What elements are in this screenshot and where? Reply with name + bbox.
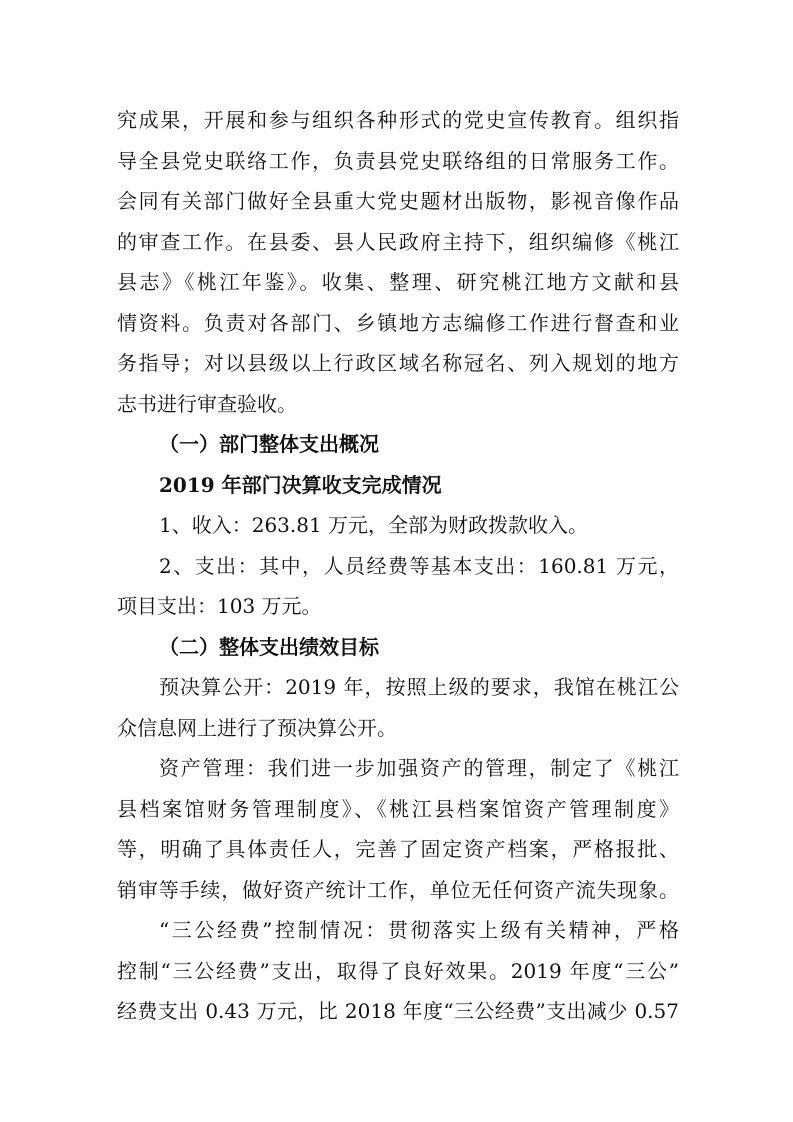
section-heading: （二）整体支出绩效目标: [159, 634, 379, 659]
text-line: 资产管理：我们进一步加强资产的管理，制定了《桃江: [159, 756, 679, 780]
text-line: 导全县党史联络工作，负责县党史联络组的日常服务工作。: [117, 148, 679, 173]
text-line: 的审查工作。在县委、县人民政府主持下，组织编修《桃江: [117, 229, 679, 254]
text-line: 务指导；对以县级以上行政区域名称冠名、列入规划的地方: [117, 351, 679, 375]
subsection-heading: 2019 年部门决算收支完成情况: [159, 472, 442, 497]
text-line: 县档案馆财务管理制度》、《桃江县档案馆资产管理制度》: [117, 796, 679, 821]
text-line: 控制“三公经费”支出，取得了良好效果。2019 年度“三公”: [117, 958, 679, 983]
text-line: 等，明确了具体责任人，完善了固定资产档案，严格报批、: [117, 837, 679, 861]
text-line: 会同有关部门做好全县重大党史题材出版物，影视音像作品: [117, 189, 679, 213]
text-line: 究成果，开展和参与组织各种形式的党史宣传教育。组织指: [117, 108, 679, 132]
text-line: 县志》《桃江年鉴》。收集、整理、研究桃江地方文献和县: [117, 270, 679, 294]
text-line: 情资料。负责对各部门、乡镇地方志编修工作进行督查和业: [117, 310, 679, 335]
text-line: 项目支出：103 万元。: [117, 594, 322, 618]
text-line: “三公经费”控制情况：贯彻落实上级有关精神，严格: [159, 918, 679, 942]
section-heading: （一）部门整体支出概况: [159, 432, 379, 456]
text-line: 志书进行审查验收。: [117, 391, 297, 416]
text-line: 1、收入：263.81 万元，全部为财政拨款收入。: [159, 513, 589, 537]
text-line: 众信息网上进行了预决算公开。: [117, 715, 397, 740]
text-line: 2、支出：其中，人员经费等基本支出：160.81 万元，: [159, 553, 679, 578]
document-body: [117, 100, 679, 1032]
text-line: 销审等手续，做好资产统计工作，单位无任何资产流失现象。: [117, 877, 679, 902]
text-line: 预决算公开：2019 年，按照上级的要求，我馆在桃江公: [159, 675, 679, 699]
text-line: 经费支出 0.43 万元，比 2018 年度“三公经费”支出减少 0.57: [117, 999, 679, 1023]
